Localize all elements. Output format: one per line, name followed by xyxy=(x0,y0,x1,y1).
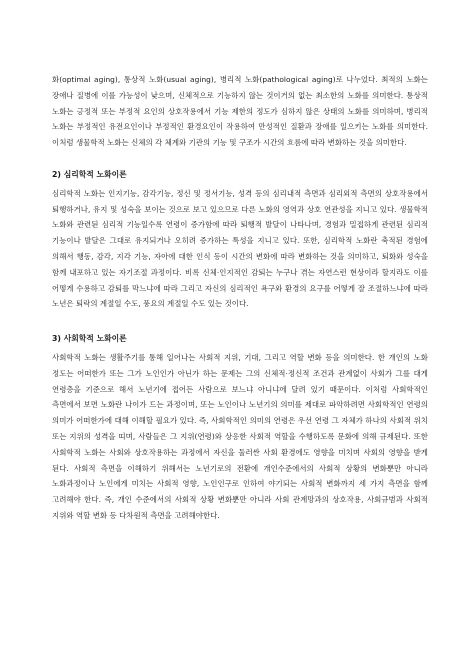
section-heading-psychological-aging: 2) 심리학적 노화이론 xyxy=(52,169,127,179)
paragraph-psychological-aging: 심리학적 노화는 인지기능, 감각기능, 정신 및 정서기능, 성격 등의 심리내적 측면과 심리외적 측면의 상호작용에서 퇴행하거나, 유지 및 성숙을 보이는 것으로 보고 있으므로 다른 노화의 영역과 상호 연관성을 지니고 있다. 생물학적 노화와 관련된 심리적 기능일수록 연령이 증가함에 따라 퇴행적 발달이 나타나며, 경험과 밀접하게 관련된 심리적 기능이나 발달은 그대로 유지되거나 오히려 증가하는 특성을 지니고 있다. 또한, 심리학적 노화란 축적된 경험에 의해서 행동, 감각, 지각 기능, 자아에 대한 인식 등이 시간의 변화에 따라 변화하는 것을 의미하고, 퇴화와 성숙을 함께 내포하고 있는 자기조절 과정이다. 비록 신체·인지적인 감퇴는 누구나 겪는 자연스런 현상이라 할지라도 이를 어떻게 수용하고 감퇴를 막느냐에 따라 그리고 자신의 심리적인 욕구와 환경의 요구를 어떻게 잘 조절하느냐에 따라 노년은 퇴락의 계절일 수도, 풍요의 계절일 수도 있는 것이다. xyxy=(52,188,428,309)
section-heading-sociological-aging: 3) 사회학적 노화이론 xyxy=(52,334,127,344)
paragraph-biological-aging: 화(optimal aging), 통상적 노화(usual aging), 병리적 노화(pathological aging)로 나누었다. 최적의 노화는 장애나 질병에 이를 가능성이 낮으며, 신체적으로 기능하지 않는 것이거의 없는 최소한의 노화를 의미한다. 통상적 노화는 긍정적 또는 부정적 요인의 상호작용에서 기능 제한의 정도가 심하지 않은 상태의 노화를 의미하며, 병리적 노화는 부정적인 유전요인이나 부정적인 환경요인이 작용하여 만성적인 질환과 장애를 일으키는 노화를 의미한다. 이처럼 생물학적 노화는 신체의 각 체계와 기관의 기능 및 구조가 시간의 흐름에 따라 변화하는 것을 의미한다. xyxy=(52,75,428,148)
paragraph-sociological-aging: 사회학적 노화는 생활주기를 통해 일어나는 사회적 지위, 기대, 그리고 역할 변화 등을 의미한다. 한 개인의 노화 정도는 어떠한가 또는 그가 노인인가 아닌가 하는 문제는 그의 신체적·정신적 조건과 관계없이 사회가 그를 대게 연령층을 기준으로 해서 노년기에 접어든 사람으로 보느냐 아니냐에 달려 있기 때문이다. 이처럼 사회학적인 측면에서 보면 노화란 나이가 드는 과정이며, 또는 노인이나 노년기의 의미를 제대로 파악하려면 사회학적인 연령의 의미가 어떠한가에 대해 이해할 필요가 있다. 즉, 사회학적인 의미의 연령은 우선 연령 그 자체가 하나의 사회적 위치 또는 지위의 성격을 띠며, 사람들은 그 지위(연령)와 상응한 사회적 역할을 수행하도록 문화에 의해 규제된다. 또한 사회학적 노화는 사회와 상호작용하는 과정에서 자신을 둘러싼 사회 환경에도 영향을 미치며 사회의 영향을 받게 된다. 사회적 측면을 이해하기 위해서는 노년기로의 전환에 개인수준에서의 사회적 상황의 변화뿐만 아니라 노화과정이나 노인에게 미치는 사회적 영향, 노인인구로 인하여 야기되는 사회적 변화까지 세 가지 측면을 함께 고려해야 한다. 즉, 개인 수준에서의 사회적 상황 변화뿐만 아니라 사회 관계망과의 상호작용, 사회규범과 사회적 지위와 역할 변화 등 다차원적 측면을 고려해야한다. xyxy=(52,352,428,520)
